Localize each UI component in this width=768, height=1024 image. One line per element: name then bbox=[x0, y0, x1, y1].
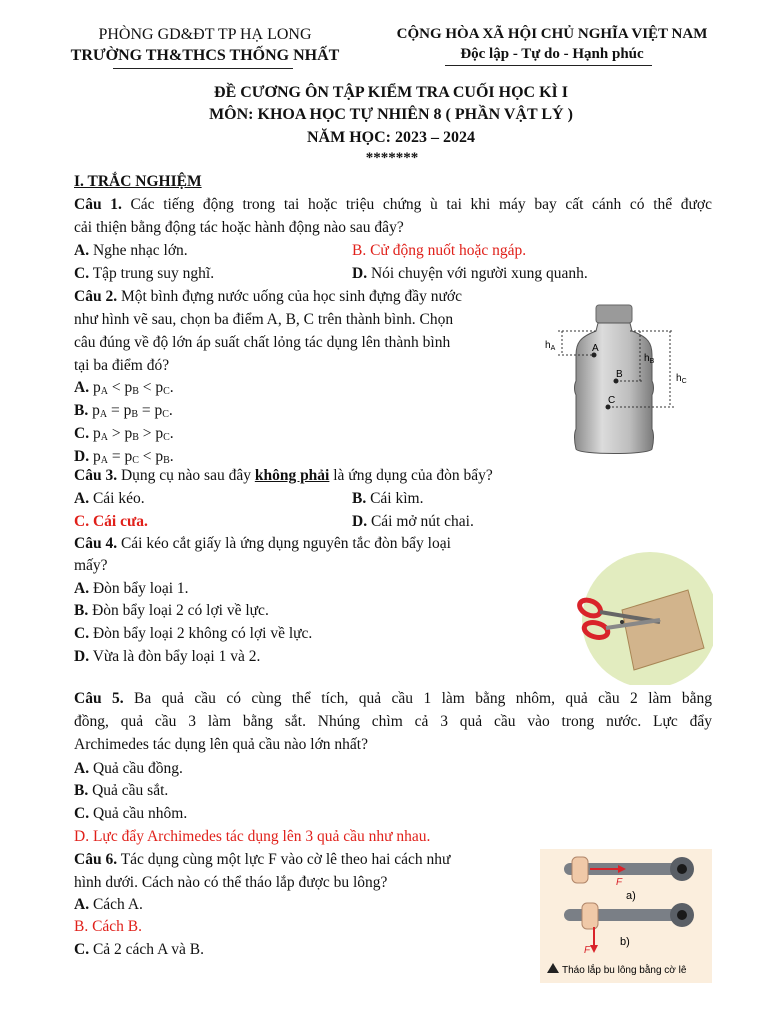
section-heading: I. TRẮC NGHIỆM bbox=[74, 173, 202, 190]
case-b-label: b) bbox=[620, 936, 630, 948]
q4-text-line2: mấy? bbox=[74, 557, 108, 574]
q1-option-d[interactable] bbox=[352, 265, 588, 283]
q3-text: Câu 3. Dụng cụ nào sau đây không phải là ứng dụng của đòn bẩy? bbox=[74, 467, 493, 484]
q4-label: Câu 4. bbox=[74, 535, 118, 552]
force-b-label: F bbox=[584, 945, 591, 956]
q5-text-line3: Archimedes tác dụng lên quả cầu nào lớn nhất? bbox=[74, 736, 368, 753]
q6-text-line1: Câu 6. Tác dụng cùng một lực F vào cờ lê theo hai cách như bbox=[74, 851, 451, 868]
q3-label: Câu 3. bbox=[74, 467, 118, 484]
q6-text-line2: hình dưới. Cách nào có thể tháo lắp được bu lông? bbox=[74, 874, 388, 891]
scissors-figure bbox=[570, 550, 713, 685]
doc-year: NĂM HỌC: 2023 – 2024 bbox=[307, 129, 475, 146]
wrench-caption: Tháo lắp bu lông bằng cờ lê bbox=[562, 965, 687, 976]
hb-label: $h_B$ bbox=[644, 353, 655, 365]
school-underline bbox=[113, 68, 293, 69]
q6-option-b[interactable]: B. Cách B. bbox=[74, 918, 143, 935]
q1-text-line2: cải thiện bằng động tác hoặc hành động nào sau đây? bbox=[74, 219, 404, 236]
q2-option-b[interactable]: B. $p_A = p_B = p_C$. bbox=[74, 402, 173, 420]
q1-text-line1 bbox=[74, 196, 712, 214]
school-name: TRƯỜNG TH&THCS THỐNG NHẤT bbox=[70, 47, 340, 64]
point-a-label: A bbox=[592, 343, 599, 354]
q5-text-line2: đồng, quả cầu 3 làm bằng sắt. Nhúng chìm cả 3 quả cầu vào trong nước. Lực đẩy bbox=[74, 713, 712, 730]
bottle-figure bbox=[540, 303, 712, 459]
department-name: PHÒNG GD&ĐT TP HẠ LONG bbox=[98, 26, 312, 43]
q1-label: Câu 1. bbox=[74, 196, 122, 213]
q1-c-label: C. bbox=[74, 265, 90, 282]
q1-d-text: Nói chuyện với người xung quanh. bbox=[370, 265, 588, 282]
doc-title: ĐỀ CƯƠNG ÔN TẬP KIỂM TRA CUỐI HỌC KÌ I bbox=[214, 84, 568, 101]
q1-d-label: D. bbox=[352, 265, 368, 282]
q5-option-a[interactable]: A. Quả cầu đồng. bbox=[74, 760, 183, 777]
q4-option-a[interactable]: A. Đòn bẩy loại 1. bbox=[74, 580, 189, 597]
point-b-label: B bbox=[616, 369, 623, 380]
q1-c-text: Tập trung suy nghĩ. bbox=[92, 265, 215, 282]
q2-option-d[interactable]: D. $p_A = p_C < p_B$. bbox=[74, 448, 174, 466]
q2-option-a[interactable]: A. $p_A < p_B < p_C$. bbox=[74, 379, 174, 397]
q3-option-d[interactable]: D. Cái mở nút chai. bbox=[352, 513, 474, 530]
q1-option-b[interactable]: B. Cử động nuốt hoặc ngáp. bbox=[352, 242, 527, 259]
bottle-body bbox=[575, 323, 654, 454]
q6-label: Câu 6. bbox=[74, 851, 118, 868]
ha-label: $h_A$ bbox=[545, 340, 556, 352]
q5-label: Câu 5. bbox=[74, 690, 124, 707]
wrench-b-bolt bbox=[677, 910, 687, 920]
q1-a-label: A. bbox=[74, 242, 90, 259]
q3-emphasis: không phải bbox=[254, 467, 330, 484]
force-a-label: F bbox=[616, 877, 623, 888]
q4-option-b[interactable]: B. Đòn bẩy loại 2 có lợi về lực. bbox=[74, 602, 269, 619]
q3-option-a[interactable]: A. Cái kéo. bbox=[74, 490, 145, 507]
q3-option-b[interactable]: B. Cái kìm. bbox=[352, 490, 424, 507]
q5-option-d[interactable]: D. Lực đẩy Archimedes tác dụng lên 3 quả cầu như nhau. bbox=[74, 828, 431, 845]
doc-subject: MÔN: KHOA HỌC TỰ NHIÊN 8 ( PHẦN VẬT LÝ ) bbox=[209, 106, 573, 123]
q6-option-a[interactable]: A. Cách A. bbox=[74, 896, 143, 913]
q2-text1: Một bình đựng nước uống của học sinh đựng đầy nước bbox=[120, 288, 462, 305]
q5-option-c[interactable]: C. Quả cầu nhôm. bbox=[74, 805, 188, 822]
q2-option-c[interactable]: C. $p_A > p_B > p_C$. bbox=[74, 425, 174, 443]
scissors-pivot bbox=[620, 620, 624, 624]
q2-label: Câu 2. bbox=[74, 288, 118, 305]
q2-text-line4: tại ba điểm đó? bbox=[74, 357, 170, 374]
point-c-label: C bbox=[608, 395, 616, 406]
q4-option-c[interactable]: C. Đòn bẩy loại 2 không có lợi về lực. bbox=[74, 625, 313, 642]
hc-label: $h_C$ bbox=[676, 373, 687, 385]
wrench-a-bolt bbox=[677, 864, 687, 874]
bottle-cap bbox=[596, 305, 632, 323]
nation-motto: Độc lập - Tự do - Hạnh phúc bbox=[460, 46, 644, 62]
wrench-figure bbox=[540, 849, 712, 983]
q5-option-b[interactable]: B. Quả cầu sắt. bbox=[74, 782, 169, 799]
title-stars: ******* bbox=[365, 150, 419, 166]
q2-text-line2: như hình vẽ sau, chọn ba điểm A, B, C trên thành bình. Chọn bbox=[74, 311, 454, 328]
q3-option-c[interactable]: C. Cái cưa. bbox=[74, 513, 148, 530]
motto-underline bbox=[445, 65, 652, 66]
q6-option-c[interactable]: C. Cả 2 cách A và B. bbox=[74, 941, 205, 958]
q2-text-line1 bbox=[74, 288, 462, 306]
q4-option-d[interactable]: D. Vừa là đòn bẩy loại 1 và 2. bbox=[74, 648, 261, 665]
q1-option-c[interactable] bbox=[74, 265, 214, 283]
q1-a-text: Nghe nhạc lớn. bbox=[92, 242, 188, 259]
q2-text-line3: câu đúng về độ lớn áp suất chất lỏng tác dụng lên thành bình bbox=[74, 334, 451, 351]
q5-text-line1: Câu 5. Ba quả cầu có cùng thể tích, quả cầu 1 làm bằng nhôm, quả cầu 2 làm bằng bbox=[74, 690, 712, 707]
case-a-label: a) bbox=[626, 890, 636, 902]
q1-text1: Các tiếng động trong tai hoặc triệu chứng ù tai khi máy bay cất cánh có thể được bbox=[130, 196, 712, 213]
hand-a bbox=[572, 857, 588, 883]
q1-option-a[interactable] bbox=[74, 242, 188, 260]
nation-name: CỘNG HÒA XÃ HỘI CHỦ NGHĨA VIỆT NAM bbox=[396, 26, 708, 42]
q4-text-line1: Câu 4. Cái kéo cắt giấy là ứng dụng nguyên tắc đòn bẩy loại bbox=[74, 535, 451, 552]
hand-b bbox=[582, 903, 598, 929]
